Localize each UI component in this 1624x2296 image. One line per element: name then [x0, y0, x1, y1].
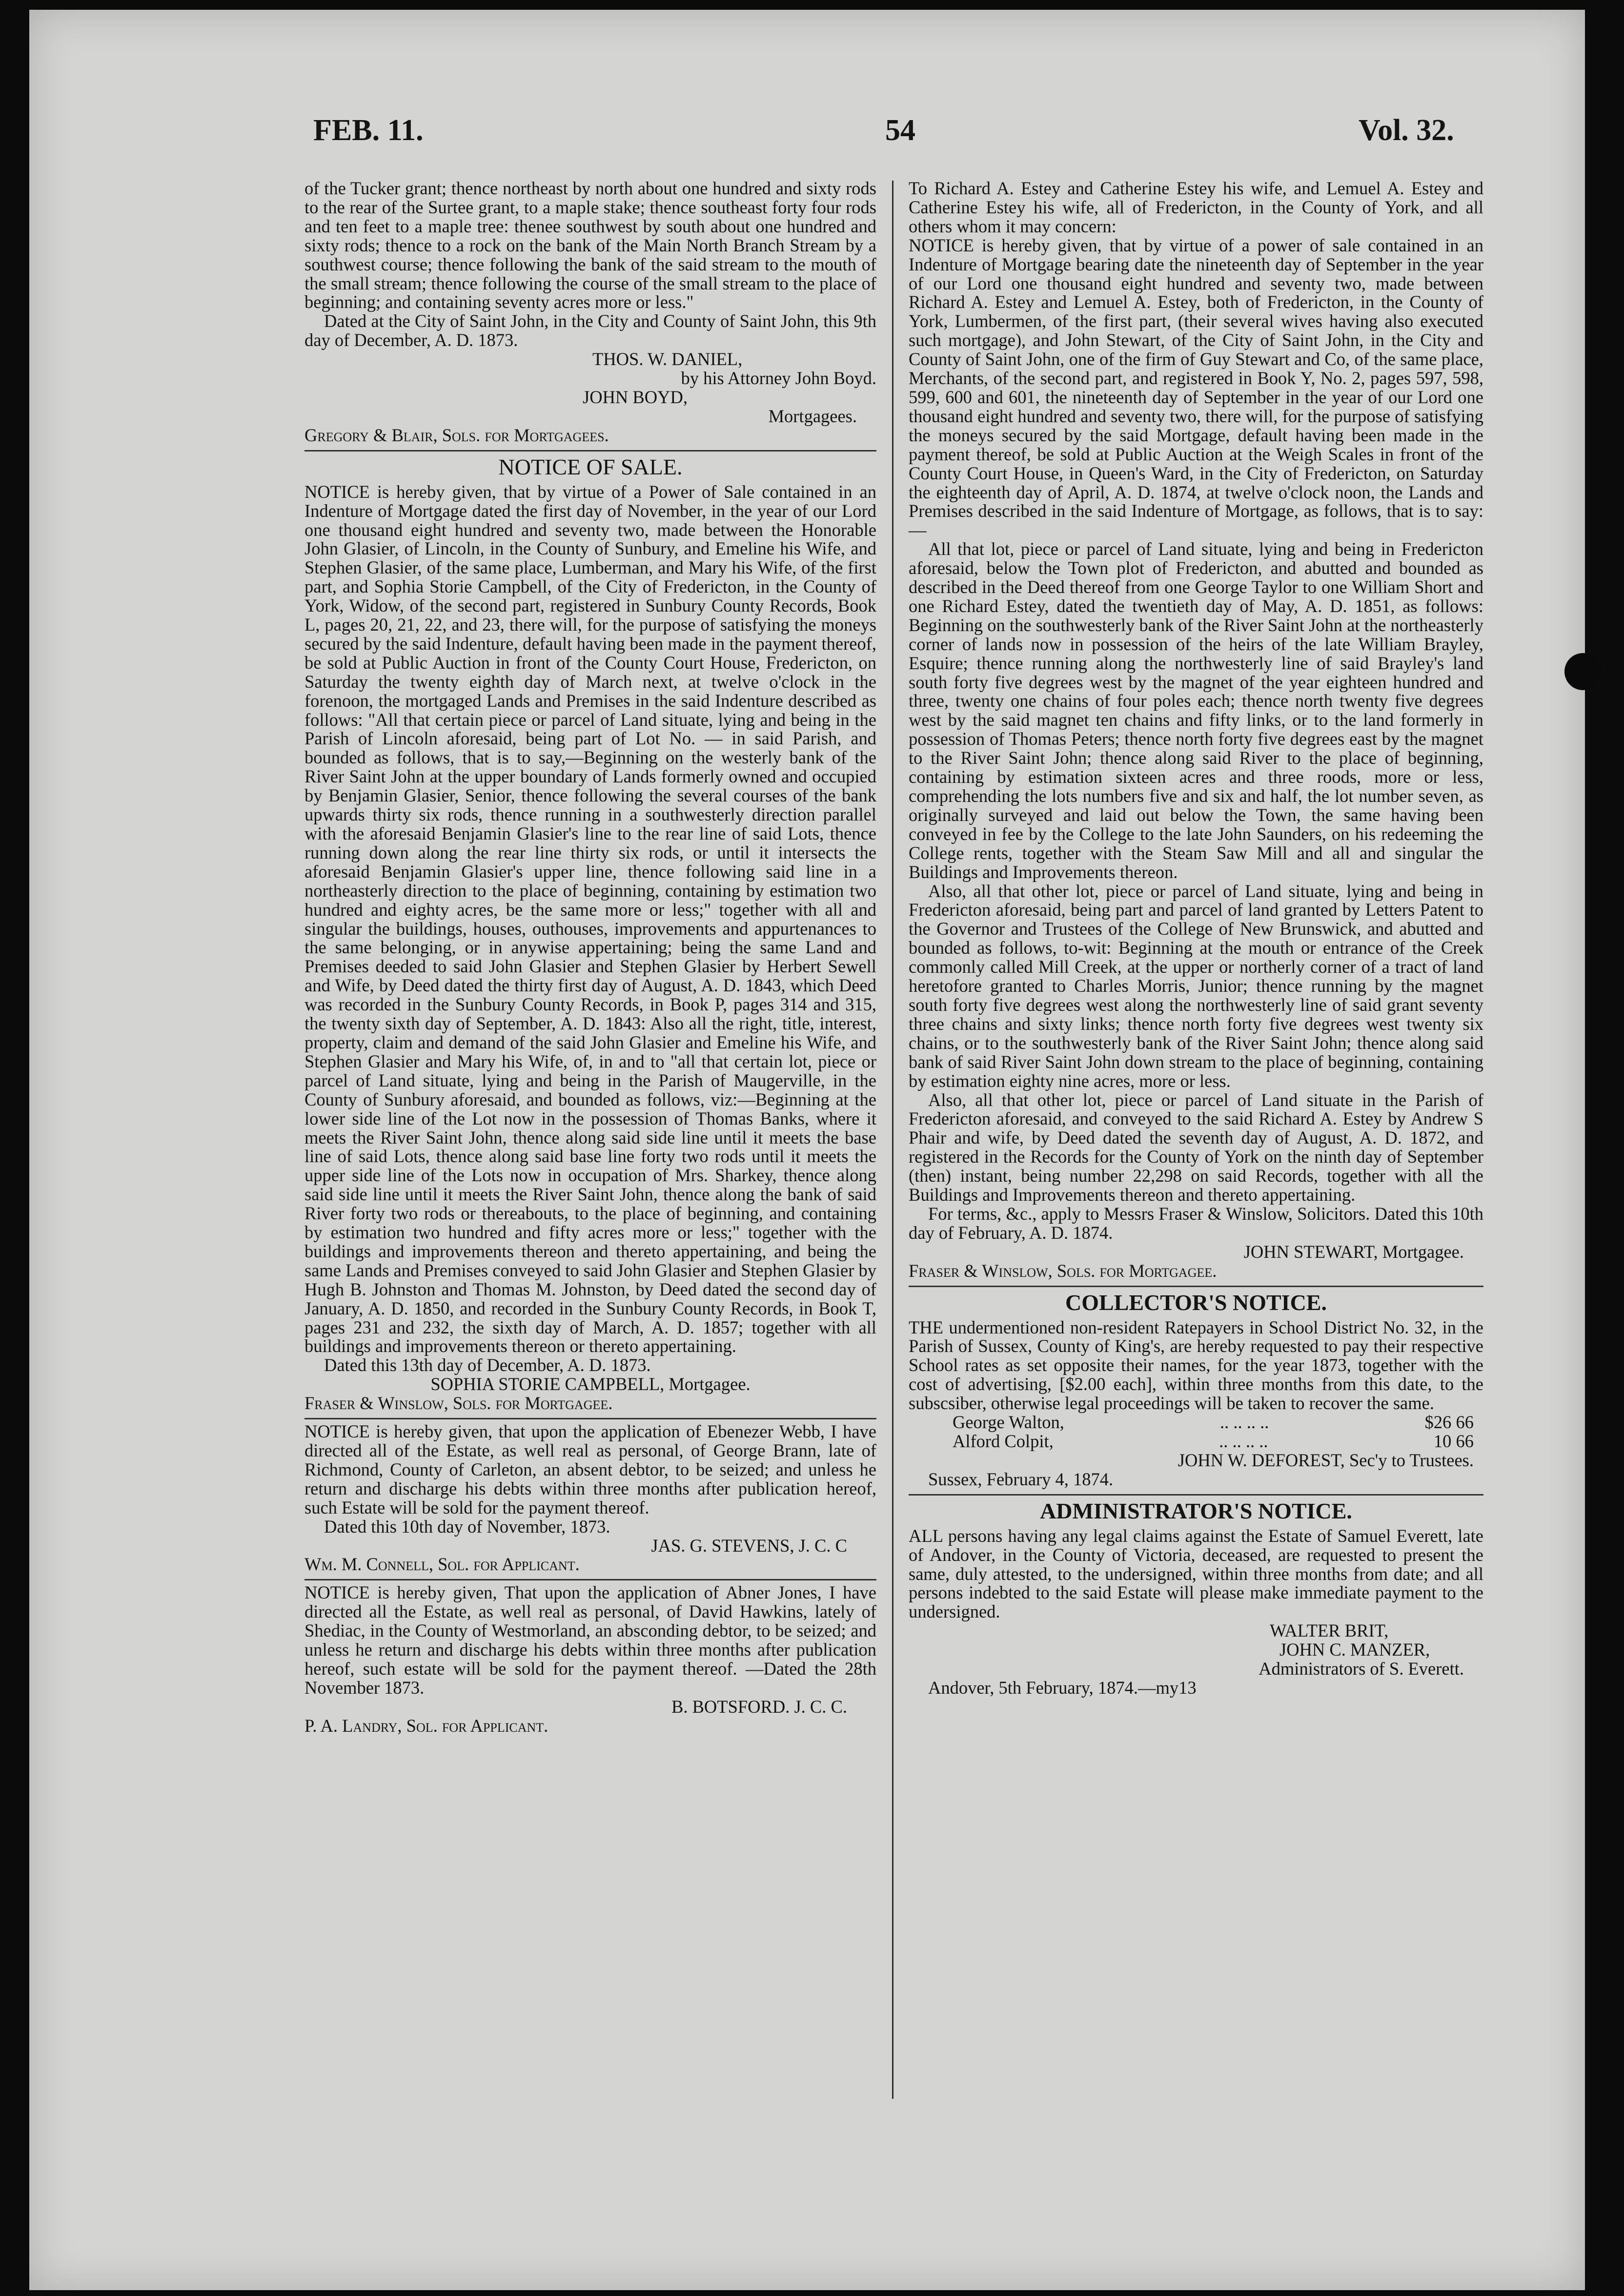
estey-notice-signature: JOHN STEWART, Mortgagee.: [1243, 1241, 1464, 1262]
estey-notice-address: To Richard A. Estey and Catherine Estey his wife, and Lemuel A. Estey and Catherine Estey his wife, all of Fredericton, in the County of York, and all others whom it may concern:: [909, 178, 1483, 236]
daniel-signature-role: Mortgagees.: [768, 406, 857, 426]
notice-of-sale: [304, 454, 876, 1413]
notice-of-sale-signature: SOPHIA STORIE CAMPBELL, Mortgagee.: [430, 1374, 751, 1394]
estey-notice-paragraph: All that lot, piece or parcel of Land situate, lying and being in Fredericton aforesaid, below the Town plot of Fredericton, and abutted and bounded as described in the Deed thereof from one George Taylor to one William Short and one Richard Estey, dated the twentieth day of May, A. D. 1851, as follows: Beginning on the southwesterly bank of the River Saint John at the northeasterly corner of lands now in possession of the heirs of the late William Brayley, Esquire; thence running along the northwesterly line of said Brayley's land south forty five degrees west by the magnet of the year eighteen hundred and three, twenty one chains of four poles each; thence north twenty five degrees west by the said magnet ten chains and fifty links, or to the land formerly in possession of Thomas Peters; thence north forty five degrees east by the magnet to the River Saint John; thence along said River to the place of beginning, containing by estimation sixteen acres and three roods, more or less, comprehending the lots numbers five and six and half, the lot number seven, as originally surveyed and laid out below the Town, the same having been conveyed in fee by the College to the late John Saunders, on his redeeming the College rents, together with the Steam Saw Mill and all and singular the Buildings and Improvements thereon.: [909, 539, 1483, 882]
daniel-notice-dated: Dated at the City of Saint John, in the City and County of Saint John, this 9th day of December, A. D. 1873.: [304, 311, 876, 350]
jones-notice-signature: B. BOTSFORD. J. C. C.: [671, 1696, 847, 1717]
notice-of-sale-body: NOTICE is hereby given, that by virtue of a Power of Sale contained in an Indenture of Mortgage dated the first day of November, in the year of our Lord one thousand eight hundred and seventy two, made between the Honorable John Glasier, of Lincoln, in the County of Sunbury, and Emeline his Wife, and Stephen Glasier, of the same place, Lumberman, and Mary his Wife, of the first part, and Sophia Storie Campbell, of the City of Fredericton, in the County of York, Widow, of the second part, registered in Sunbury County Records, Book L, pages 20, 21, 22, and 23, there will, for the purpose of satisfying the moneys secured by the said Indenture, default having been made in the payment thereof, be sold at Public Auction in front of the County Court House, Fredericton, on Saturday the twenty eighth day of March next, at twelve o'clock in the forenoon, the mortgaged Lands and Premises in the said Indenture described as follows: "All that certain piece or parcel of Land situate, lying and being in the Parish of Lincoln aforesaid, being part of Lot No. — in said Parish, and bounded as follows, that is to say,—Beginning on the westerly bank of the River Saint John at the upper boundary of Lands formerly owned and occupied by Benjamin Glasier, Senior, thence following the several courses of the bank upwards thirty six rods, thence running in a southwesterly direction parallel with the aforesaid Benjamin Glasier's line to the rear line of said Lots, thence running down along the rear line thirty six rods, or until it intersects the aforesaid Benjamin Glasier's upper line, thence following said line in a northeasterly direction to the place of beginning, containing by estimation two hundred and eighty acres, be the same more or less;" together with all and singular the buildings, houses, outhouses, improvements and appurtenances to the same belonging, or in anywise appertaining; being the same Land and Premises deeded to said John Glasier and Stephen Glasier by Herbert Sewell and Wife, by Deed dated the thirty first day of August, A. D. 1843, which Deed was recorded in the Sunbury County Records, in Book P, pages 314 and 315, the twenty sixth day of September, A. D. 1843: Also all the right, title, interest, property, claim and demand of the said John Glasier and Emeline his Wife, and Stephen Glasier and Mary his Wife, of, in and to "all that certain lot, piece or parcel of Land situate, lying and being in the Parish of Maugerville, in the County of Sunbury aforesaid, and bounded as follows, viz:—Beginning at the lower side line of the Lot now in the possession of Thomas Banks, where it meets the River Saint John, thence along said side line until it meets the base line of said Lots, thence along said base line forty two rods until it meets the upper side line of the Lots now in occupation of Mrs. Sharkey, thence along said side line until it meets the River Saint John, thence along the bank of said River forty two rods or thereabouts, to the place of beginning, and containing by estimation two hundred and fifty acres more or less;" together with the buildings and improvements thereon and thereto appertaining, and being the same Lands and Premises conveyed to said John Glasier and Stephen Glasier by Hugh B. Johnston and Thomas M. Johnston, by Deed dated the second day of January, A. D. 1850, and recorded in the Sunbury County Records, in Book T, pages 231 and 232, the sixth day of March, A. D. 1857; together with all buildings and improvements thereon or thereto appertaining.: [304, 481, 876, 1356]
estey-notice-paragraph: NOTICE is hereby given, that by virtue of a power of sale contained in an Indenture of Mortgage bearing date the nineteenth day of September in the year of our Lord one thousand eight hundred and seventy two, made between Richard A. Estey and Lemuel A. Estey, both of Fredericton, in the County of York, Lumbermen, of the first part, (their several wives having also executed such mortgage), and John Stewart, of the City of Saint John, in the City and County of Saint John, one of the firm of Guy Stewart and Co, of the same place, Merchants, of the second part, and registered in Book Y, No. 2, pages 597, 598, 599, 600 and 601, the nineteenth day of September in the year of our Lord one thousand eight hundred and seventy two, there will, for the purpose of satisfying the moneys secured by the said Mortgage, default having been made in the payment thereof, be sold at Public Auction at the Weigh Scales in front of the County Court House, in Queen's Ward, in the City of Fredericton, on Saturday the eighteenth day of April, A. D. 1874, at twelve o'clock noon, the Lands and Premises described in the said Indenture of Mortgage, as follows, that is to say:—: [909, 235, 1483, 540]
issue-date: FEB. 11.: [313, 114, 424, 147]
page-number: 54: [885, 114, 915, 147]
ratepayer-name: Alford Colpit,: [953, 1431, 1054, 1451]
ratepayer-row: [909, 1432, 1483, 1451]
volume-number: Vol. 32.: [1359, 114, 1454, 147]
daniel-signature-boyd: JOHN BOYD,: [583, 387, 688, 407]
binding-hole: [1564, 653, 1602, 690]
ratepayer-amount: 10 66: [1433, 1431, 1474, 1451]
ratepayer-amount: $26 66: [1424, 1412, 1474, 1433]
daniel-notice-body: of the Tucker grant; thence northeast by north about one hundred and sixty rods to the rear of the Surtee grant, to a maple stake; thence southeast forty four rods and ten feet to a maple tree: thenee southwest by south about one hundred and sixty rods; thence to a rock on the bank of the Main North Branch Stream by a southwest course; thence following the bank of the said stream to the mouth of the small stream; thence following the course of the small stream to the place of beginning; and containing seventy acres more or less.": [304, 178, 876, 312]
column-divider: [892, 181, 893, 2099]
estey-notice-paragraph: Also, all that other lot, piece or parcel of Land situate in the Parish of Fredericton aforesaid, and conveyed to the said Richard A. Estey by Andrew S Phair and wife, by Deed dated the seventh day of August, A. D. 1872, and registered in the Records for the County of York on the ninth day of September (then) instant, being number 22,298 on said Records, together with all the Buildings and Improvements thereon and thereto appertaining.: [909, 1089, 1483, 1205]
estey-notice-solicitors: Fraser & Winslow, Sols. for Mortgagee.: [909, 1260, 1217, 1281]
ratepayer-name: George Walton,: [953, 1412, 1064, 1433]
leader-dots: .. .. .. ..: [1219, 1431, 1268, 1451]
daniel-solicitors: Gregory & Blair, Sols. for Mortgagees.: [304, 425, 609, 445]
webb-notice-solicitor: Wm. M. Connell, Sol. for Applicant.: [304, 1554, 580, 1575]
separator-rule: [909, 1286, 1483, 1287]
separator-rule: [304, 1418, 876, 1419]
right-column: [909, 179, 1483, 1698]
daniel-signature-name: THOS. W. DANIEL,: [592, 349, 743, 369]
webb-notice-dated: Dated this 10th day of November, 1873.: [324, 1516, 610, 1537]
estey-notice-paragraph: Also, all that other lot, piece or parcel of Land situate, lying and being in Fredericton aforesaid, being part and parcel of land granted by Letters Patent to the Governor and Trustees of the College of New Brunswick, and abutted and bounded as follows, to-wit: Beginning at the mouth or entrance of the Creek commonly called Mill Creek, at the upper or northerly corner of a tract of land heretofore granted to Charles Morris, Junior; thence running by the magnet south forty five degrees west along the northwesterly line of said grant seventy three chains and sixty links; thence north forty five degrees west twenty six chains, or to the southwesterly bank of the River Saint John; thence along said bank of said River Saint John down stream to the place of beginning, containing by estimation eighty nine acres, more or less.: [909, 881, 1483, 1091]
administrators-notice-place: Andover, 5th February, 1874.—my13: [928, 1677, 1197, 1698]
collectors-notice-place: Sussex, February 4, 1874.: [928, 1469, 1114, 1489]
estey-notice: [909, 179, 1483, 1281]
notice-of-sale-heading: NOTICE OF SALE.: [498, 454, 683, 479]
notice-of-sale-dated: Dated this 13th day of December, A. D. 1873.: [324, 1355, 651, 1375]
administrators-notice: [909, 1498, 1483, 1698]
administrators-title: Administrators of S. Everett.: [1259, 1659, 1464, 1679]
collectors-notice-heading: COLLECTOR'S NOTICE.: [1065, 1290, 1327, 1315]
jones-notice-solicitor: P. A. Landry, Sol. for Applicant.: [304, 1715, 548, 1736]
separator-rule: [909, 1494, 1483, 1496]
administrators-notice-heading: ADMINISTRATOR'S NOTICE.: [1040, 1498, 1352, 1523]
collectors-notice: [909, 1290, 1483, 1489]
leader-dots: .. .. .. ..: [1220, 1412, 1269, 1433]
left-column: [304, 179, 876, 1736]
webb-notice-signature: JAS. G. STEVENS, J. C. C: [651, 1535, 847, 1556]
daniel-notice: [304, 179, 876, 445]
administrator-signature: WALTER BRIT,: [1270, 1620, 1389, 1641]
administrators-notice-body: ALL persons having any legal claims against the Estate of Samuel Everett, late of Andover, in the County of Victoria, deceased, are requested to present the same, duly attested, to the undersigned, within three months from date; and all persons indebted to the said Estate will please make immediate payment to the undersigned.: [909, 1525, 1483, 1622]
notice-of-sale-solicitors: Fraser & Winslow, Sols. for Mortgagee.: [304, 1393, 613, 1414]
jones-notice-body: NOTICE is hereby given, That upon the application of Abner Jones, I have directed all the Estate, as well real as personal, of David Hawkins, lately of Shediac, in the County of Westmorland, an absconding debtor, to be seized; and unless he return and discharge his debts within three months after publication hereof, such estate will be sold for the payment thereof. —Dated the 28th November 1873.: [304, 1582, 876, 1698]
ratepayer-row: [909, 1413, 1483, 1432]
collectors-notice-signature: JOHN W. DEFOREST, Sec'y to Trustees.: [1177, 1450, 1474, 1470]
jones-notice: [304, 1583, 876, 1735]
administrator-signature: JOHN C. MANZER,: [1279, 1640, 1430, 1660]
daniel-signature-attorney: by his Attorney John Boyd.: [681, 368, 876, 389]
collectors-notice-body: THE undermentioned non-resident Ratepayers in School District No. 32, in the Parish of Sussex, County of King's, are hereby requested to pay their respective School rates as set opposite their names, for the year 1873, together with the cost of advertising, [$2.00 each], within three months from this date, to the subscsiber, otherwise legal proceedings will be taken to recover the same.: [909, 1317, 1483, 1414]
webb-notice: [304, 1422, 876, 1574]
separator-rule: [304, 450, 876, 451]
estey-notice-terms: For terms, &c., apply to Messrs Fraser & Winslow, Solicitors. Dated this 10th day of February, A. D. 1874.: [909, 1203, 1483, 1243]
separator-rule: [304, 1579, 876, 1580]
webb-notice-body: NOTICE is hereby given, that upon the application of Ebenezer Webb, I have directed all of the Estate, as well real as personal, of George Brann, late of Richmond, County of Carleton, an absent debtor, to be seized; and unless he return and discharge his debts within three months after publication hereof, such Estate will be sold for the payment thereof.: [304, 1421, 876, 1517]
